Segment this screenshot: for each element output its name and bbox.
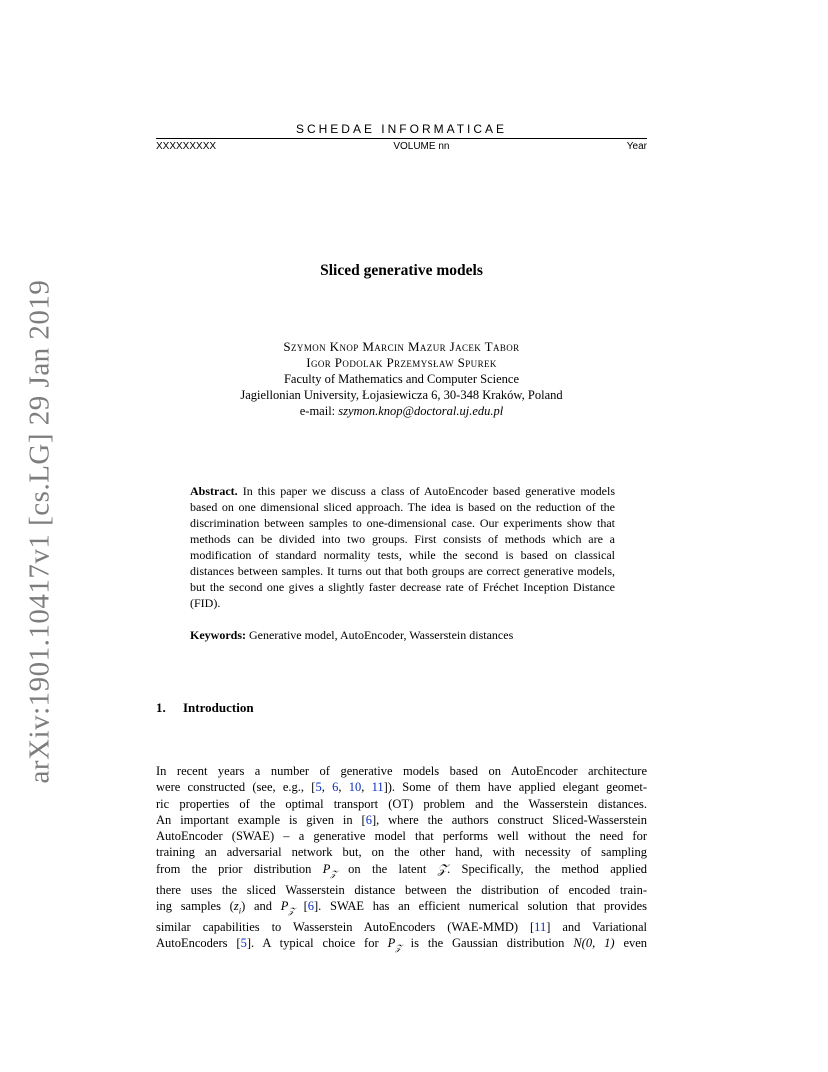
paper-title: Sliced generative models (320, 262, 483, 279)
intro-line-6: training an adversarial network but, on the other hand, with necessity of sampling (156, 845, 647, 860)
citation-link[interactable]: 5 (240, 935, 247, 950)
arxiv-stamp-text: arXiv:1901.10417v1 [cs.LG] 29 Jan 2019 (23, 279, 56, 783)
journal-issue-id: XXXXXXXXX (156, 141, 217, 152)
affiliation-faculty: Faculty of Mathematics and Computer Science (283, 372, 519, 386)
journal-volume: VOLUME nn (393, 141, 450, 152)
citation-link[interactable]: 6 (365, 812, 372, 827)
intro-line-10: similar capabilities to Wasserstein AutoEncoders (WAE-MMD) [11] and Variational (156, 919, 647, 934)
author-block (156, 339, 647, 419)
intro-line-2: were constructed (see, e.g., [5, 6, 10, 11]). Some of them have applied elegant geomet- (156, 780, 648, 795)
intro-line-3: ric properties of the optimal transport (OT) problem and the Wasserstein distances. (156, 796, 647, 811)
citation-link[interactable]: 6 (307, 898, 314, 913)
affiliation-university: Jagiellonian University, Łojasiewicza 6, 30-348 Kraków, Poland (240, 388, 563, 402)
keywords-label: Keywords: (190, 628, 246, 642)
email-address[interactable]: szymon.knop@doctoral.uj.edu.pl (338, 404, 504, 418)
journal-title: SCHEDAE INFORMATICAE (295, 122, 508, 136)
section-number: 1. (156, 700, 166, 715)
intro-line-7: from the prior distribution $P_𝒵$ on the latent 𝒵. Specifically, the method applied (156, 861, 648, 879)
journal-year: Year (626, 141, 647, 152)
intro-line-5: AutoEncoder (SWAE) – a generative model that performs well without the need for (156, 829, 647, 844)
header-rule (156, 138, 647, 139)
intro-line-8: there uses the sliced Wasserstein distance between the distribution of encoded train- (156, 882, 647, 897)
citation-link[interactable]: 5 (315, 780, 322, 795)
authors-line-1: Szymon Knop Marcin Mazur Jacek Tabor (283, 339, 520, 354)
intro-line-9: ing samples $(z_i)$ and $P_𝒵$ [6]. SWAE has an efficient numerical solution that provides (156, 898, 647, 916)
section-title: Introduction (183, 700, 254, 715)
citation-link[interactable]: 11 (534, 919, 547, 934)
authors-line-2: Igor Podolak Przemysław Spurek (306, 355, 497, 370)
section-heading (156, 700, 254, 716)
intro-line-11: AutoEncoders [5]. A typical choice for $P_𝒵$ is the Gaussian distribution N(0, 1) even (156, 935, 648, 953)
citation-link[interactable]: 11 (371, 780, 384, 795)
email-line (156, 403, 647, 419)
abstract-label: Abstract. (190, 484, 238, 498)
email-label: e-mail: (299, 404, 336, 418)
keywords (190, 627, 615, 643)
introduction-text (156, 763, 647, 956)
abstract-text: In this paper we discuss a class of AutoEncoder based generative models based on one dimensional sliced approach. The idea is based on the reduction of the discrimination between samples to one-dimensional case. Our experiments show that methods can be divided into two groups. First consists of methods which are a modification of standard normality tests, while the second is based on classical distances between samples. It turns out that both groups are correct generative models, but the second one gives a slightly faster decrease rate of Fréchet Inception Distance (FID). (190, 484, 616, 610)
intro-line-4: An important example is given in [6], where the authors construct Sliced-Wasserstein (156, 812, 648, 827)
citation-link[interactable]: 6 (332, 780, 339, 795)
citation-link[interactable]: 10 (348, 780, 362, 795)
abstract (190, 483, 615, 611)
intro-line-1: In recent years a number of generative models based on AutoEncoder architecture (156, 764, 647, 778)
keywords-text: Generative model, AutoEncoder, Wasserstein distances (249, 628, 514, 642)
journal-header-line (156, 141, 647, 152)
arxiv-stamp (18, 279, 62, 783)
